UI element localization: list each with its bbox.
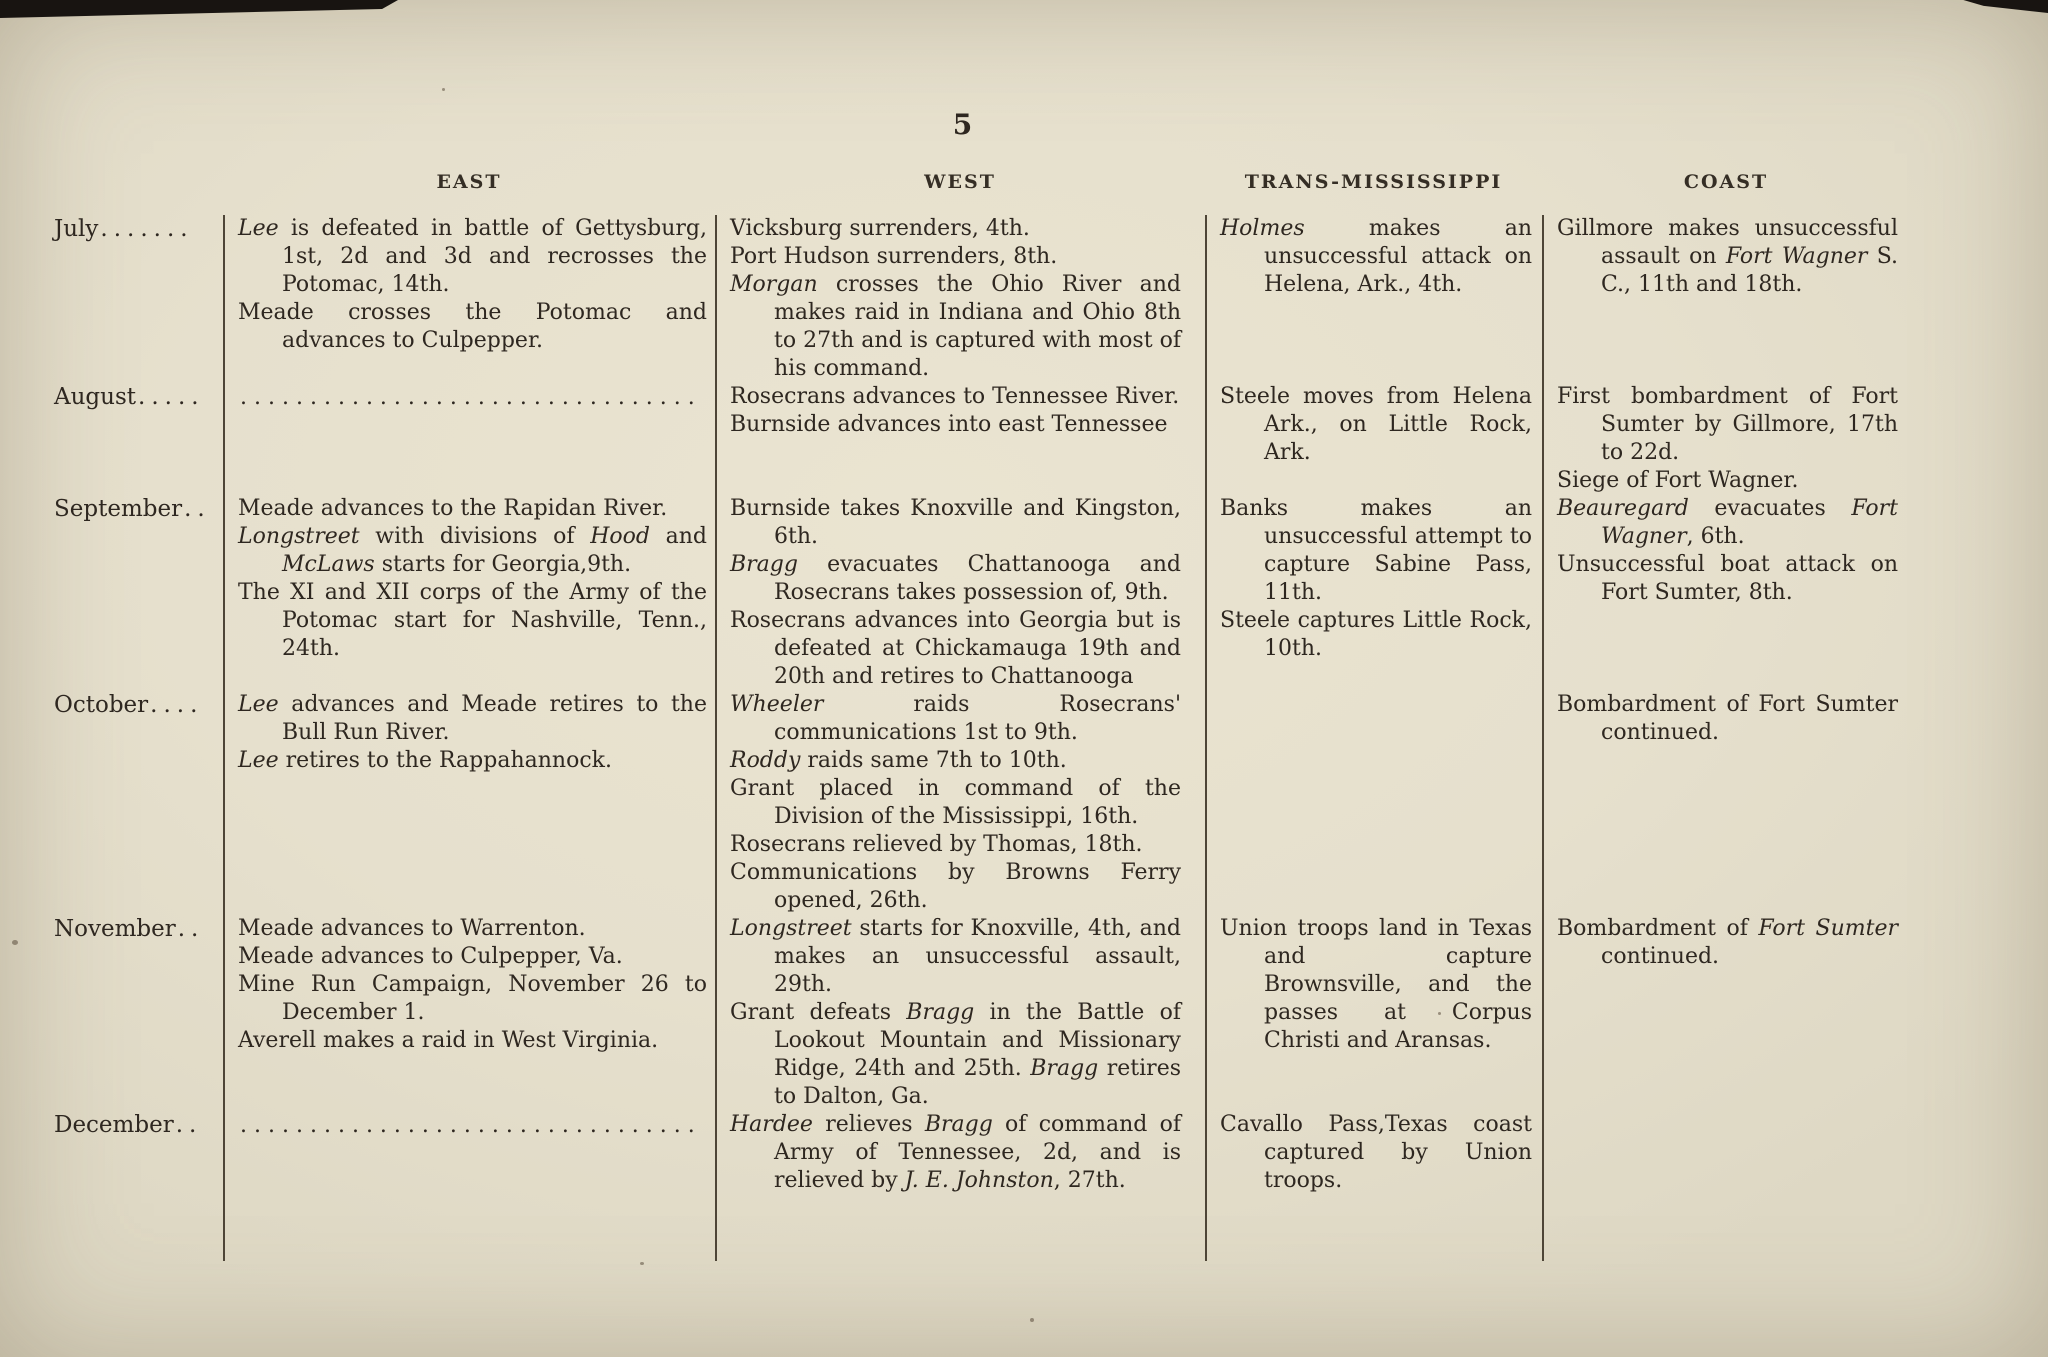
event-entry: Steele moves from Helena Ark., on Little Rock, Ark. (1220, 384, 1532, 465)
column-header-west: WEST (924, 171, 996, 193)
scan-edge-artifact (0, 0, 398, 18)
month-label-july (40, 215, 223, 383)
column-rule-extension (715, 1206, 1205, 1261)
event-entry: Communications by Browns Ferry opened, 26th. (730, 860, 1181, 913)
cell-west-september (715, 495, 1205, 691)
event-entry: Hardee relieves Bragg of command of Army of Tennessee, 2d, and is relieved by J. E. Johnston, 27th. (730, 1112, 1181, 1193)
page-number: 5 (952, 108, 974, 141)
cell-coast-november (1542, 915, 1910, 1111)
cell-east-september (223, 495, 715, 691)
cell-west-december (715, 1111, 1205, 1206)
scan-edge-artifact (1956, 0, 2048, 13)
event-entry: Grant defeats Bragg in the Battle of Lookout Mountain and Missionary Ridge, 24th and 25th. Bragg retires to Dalton, Ga. (730, 1000, 1182, 1109)
month-name: December (54, 1112, 174, 1138)
leader-dots: .. (175, 1112, 203, 1138)
paper-speck (1030, 1318, 1034, 1322)
cell-west-july (715, 215, 1205, 383)
event-entry: Union troops land in Texas and capture Brownsville, and the passes at Corpus Christi and Aransas. (1220, 916, 1532, 1053)
column-rule-extension (40, 1206, 223, 1261)
event-entry: Siege of Fort Wagner. (1557, 468, 1799, 493)
column-rule-extension (1205, 1206, 1542, 1261)
cell-coast-october (1542, 691, 1910, 915)
month-name: October (54, 692, 149, 718)
cell-trans-mississippi-december (1205, 1111, 1542, 1206)
cell-east-december (223, 1111, 715, 1206)
leader-dots: ....... (100, 216, 194, 242)
month-label-september (40, 495, 223, 691)
event-entry: Longstreet starts for Knoxville, 4th, and makes an unsuccessful assault, 29th. (730, 916, 1181, 997)
event-entry: Longstreet with divisions of Hood and McLaws starts for Georgia,9th. (238, 524, 707, 577)
cell-trans-mississippi-october (1205, 691, 1542, 915)
cell-coast-july (1542, 215, 1910, 383)
leader-dots: .... (150, 692, 204, 718)
cell-coast-december (1542, 1111, 1910, 1206)
header-spacer (40, 170, 223, 215)
event-entry: Rosecrans advances into Georgia but is defeated at Chickamauga 19th and 20th and retires to Chattanooga (730, 608, 1181, 689)
month-label-december (40, 1111, 223, 1206)
event-entry: Bombardment of Fort Sumter continued. (1557, 916, 1899, 969)
paper-speck (640, 1262, 644, 1265)
event-entry: Wheeler raids Rosecrans' communications 1st to 9th. (730, 692, 1181, 745)
event-entry: First bombardment of Fort Sumter by Gillmore, 17th to 22d. (1557, 384, 1898, 465)
column-rule-extension (1542, 1206, 1910, 1261)
cell-coast-august (1542, 383, 1910, 495)
event-entry: Averell makes a raid in West Virginia. (238, 1028, 659, 1053)
cell-coast-september (1542, 495, 1910, 691)
event-entry: Bombardment of Fort Sumter continued. (1557, 692, 1898, 745)
event-entry: Rosecrans relieved by Thomas, 18th. (730, 832, 1143, 857)
column-header-east: EAST (436, 171, 502, 193)
event-entry: Meade advances to the Rapidan River. (238, 496, 668, 521)
cell-east-october (223, 691, 715, 915)
event-entry: Roddy raids same 7th to 10th. (730, 748, 1067, 773)
paper-speck (12, 940, 18, 945)
cell-trans-mississippi-july (1205, 215, 1542, 383)
event-entry: Rosecrans advances to Tennessee River. (730, 384, 1180, 409)
month-name: September (54, 496, 183, 522)
event-entry: Cavallo Pass,Texas coast captured by Union troops. (1220, 1112, 1532, 1193)
event-entry: Vicksburg surrenders, 4th. (730, 216, 1030, 241)
leader-dots: ..... (138, 384, 205, 410)
event-entry: Lee is defeated in battle of Gettysburg, 1st, 2d and 3d and recrosses the Potomac, 14th. (238, 216, 707, 297)
month-name: November (54, 916, 176, 942)
month-label-october (40, 691, 223, 915)
cell-west-august (715, 383, 1205, 495)
cell-west-october (715, 691, 1205, 915)
month-label-november (40, 915, 223, 1111)
event-entry: Meade advances to Warrenton. (238, 916, 586, 941)
event-entry: Grant placed in command of the Division of the Mississippi, 16th. (730, 776, 1181, 829)
cell-east-november (223, 915, 715, 1111)
event-entry: Banks makes an unsuccessful attempt to capture Sabine Pass, 11th. (1220, 496, 1532, 605)
event-entry: Holmes makes an unsuccessful attack on Helena, Ark., 4th. (1220, 216, 1532, 297)
event-entry: Burnside advances into east Tennessee (730, 412, 1168, 437)
paper-speck (442, 88, 445, 91)
event-entry: Unsuccessful boat attack on Fort Sumter, 8th. (1557, 552, 1898, 605)
event-entry: Port Hudson surrenders, 8th. (730, 244, 1058, 269)
cell-trans-mississippi-september (1205, 495, 1542, 691)
chronology-table (40, 170, 1910, 1261)
month-label-august (40, 383, 223, 495)
cell-east-july (223, 215, 715, 383)
cell-trans-mississippi-august (1205, 383, 1542, 495)
event-entry: The XI and XII corps of the Army of the Potomac start for Nashville, Tenn., 24th. (238, 580, 707, 661)
month-name: August (54, 384, 137, 410)
month-name: July (54, 216, 99, 242)
column-rule-extension (223, 1206, 715, 1261)
event-entry: Meade advances to Culpepper, Va. (238, 944, 623, 969)
leader-dots: .. (177, 916, 205, 942)
event-entry: Beauregard evacuates Fort Wagner, 6th. (1557, 496, 1898, 549)
event-entry: Mine Run Campaign, November 26 to December 1. (238, 972, 707, 1025)
event-entry: Bragg evacuates Chattanooga and Rosecrans takes possession of, 9th. (730, 552, 1181, 605)
event-entry: Burnside takes Knoxville and Kingston, 6th. (730, 496, 1181, 549)
event-entry: Lee retires to the Rappahannock. (238, 748, 612, 773)
column-header-trans-mississippi: TRANS-MISSISSIPPI (1244, 171, 1503, 193)
leader-dots: .. (184, 496, 211, 522)
event-entry: Gillmore makes unsuccessful assault on Fort Wagner S. C., 11th and 18th. (1557, 216, 1898, 297)
event-entry: Lee advances and Meade retires to the Bull Run River. (238, 692, 707, 745)
cell-trans-mississippi-november (1205, 915, 1542, 1111)
cell-east-august (223, 383, 715, 495)
event-entry: Steele captures Little Rock, 10th. (1220, 608, 1532, 661)
event-entry: Meade crosses the Potomac and advances to Culpepper. (238, 300, 707, 353)
empty-entry-dots: ................................. (240, 1113, 702, 1138)
event-entry: Morgan crosses the Ohio River and makes raid in Indiana and Ohio 8th to 27th and is captured with most of his command. (730, 272, 1181, 381)
cell-west-november (715, 915, 1205, 1111)
empty-entry-dots: ................................. (240, 385, 702, 410)
column-header-coast: COAST (1683, 171, 1769, 193)
